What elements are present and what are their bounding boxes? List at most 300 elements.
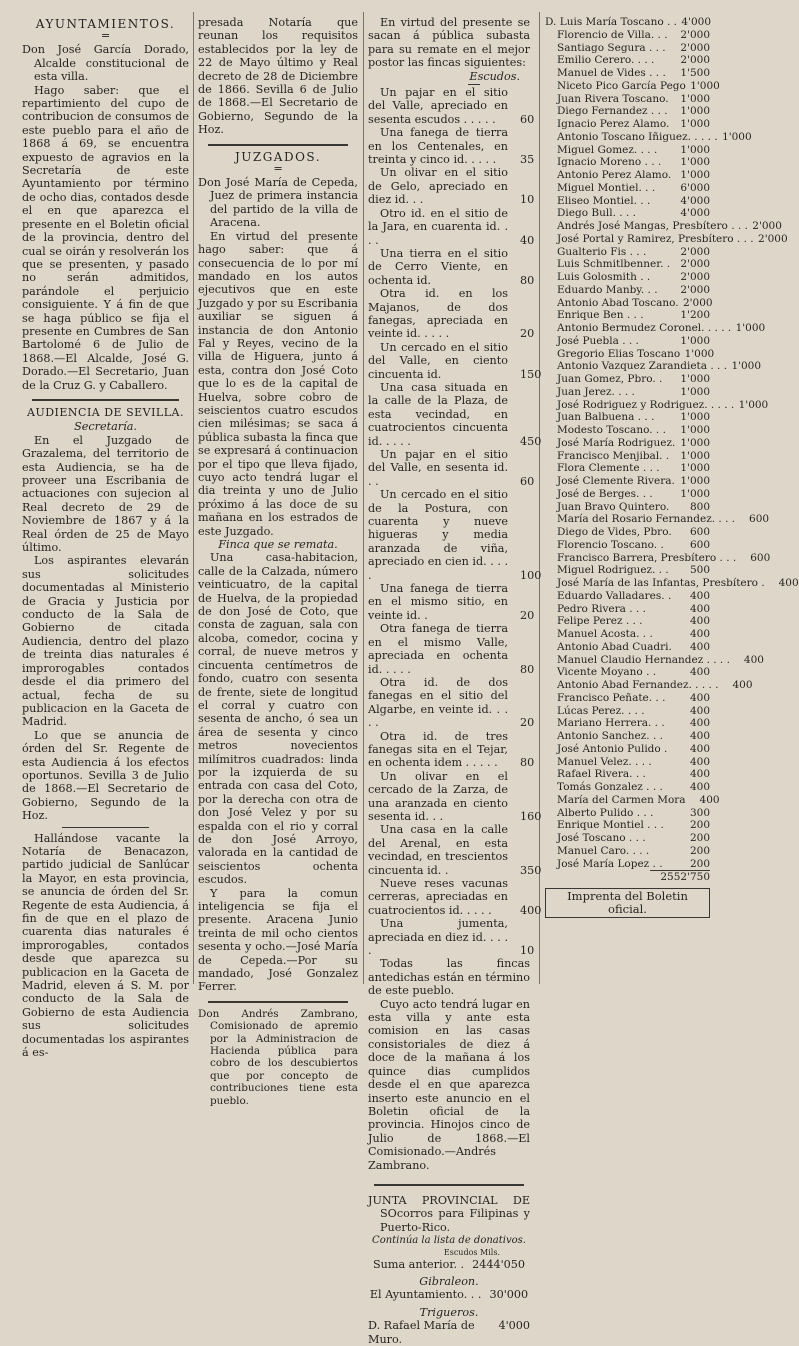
gibraleon-heading: Gibraleon. xyxy=(419,1274,479,1288)
donor-name: Juan Bravo Quintero. xyxy=(557,500,670,513)
total-value: 2552'750 xyxy=(650,870,710,884)
donor-row xyxy=(545,832,710,845)
donor-row xyxy=(545,16,710,29)
heading-dash: = xyxy=(273,162,283,176)
donor-row xyxy=(545,653,764,667)
donor-amount: 200 xyxy=(689,857,710,870)
donor-name: José Clemente Rivera. xyxy=(557,475,675,487)
lot-value: 60 xyxy=(520,112,535,126)
donor-amount: 600 xyxy=(750,551,771,564)
donor-name: Manuel Claudio Hernandez . . . . xyxy=(557,653,730,666)
donor-name: Antonio Toscano Iñiguez. . . . . xyxy=(557,130,718,143)
donor-amount: 600 xyxy=(689,538,710,551)
donor-amount: 400 xyxy=(689,628,710,640)
lot-value: 400 xyxy=(520,903,542,917)
suma-value: 2444'050 xyxy=(472,1257,526,1271)
donor-amount: 2'000 xyxy=(680,54,710,67)
column-4 xyxy=(545,16,799,1014)
finca-description: Una casa-habitacion, calle de la Calzada, número veinticuatro, de la capital de Huelva, de la propiedad de don José de Coto, que consta de zaguan, sala con alcoba, comedor, cocina y corral, de nueve metros y cincuenta centímetros de fondo, cuatro con sesenta de frente, siete de longitud el corral y cuatro con sesenta de ancho, ó sea un área de sesenta y cinco metros novecientos milímitros cuadrados: linda por la izquierda de su entrada con casa del Coto, por la derecha con otra de don José Velez y por su espalda con el rio y corral de don José Arroyo, valorada en la cantidad de seiscientos ochenta escudos. xyxy=(198,551,358,887)
donor-name: Florencio de Villa. . . xyxy=(557,28,668,41)
donor-amount: 1'000 xyxy=(680,373,710,385)
donor-name: Eliseo Montiel. . . xyxy=(557,194,651,207)
suma-anterior-row xyxy=(368,1258,530,1271)
lot-text: Otra fanega de tierra en el mismo Valle, apreciada en ochenta id. . . . . xyxy=(368,622,508,676)
audiencia-heading: AUDIENCIA DE SEVILLA. xyxy=(27,405,184,419)
separator-rule xyxy=(62,827,149,828)
rafael-value: 4'000 xyxy=(498,1319,530,1333)
lot-text: Otra id. en los Majanos, de dos fanegas, apreciada en veinte id. . . . . xyxy=(368,287,508,341)
donor-name: Juan Rivera Toscano. xyxy=(557,92,669,105)
donor-row xyxy=(545,347,715,361)
donor-row xyxy=(545,768,710,781)
lot-value: 80 xyxy=(520,273,535,287)
donor-name: Antonio Perez Alamo. xyxy=(557,169,672,181)
lot-item xyxy=(368,246,535,287)
donor-name: Antonio Sanchez. . . xyxy=(557,730,663,742)
donor-row xyxy=(545,450,710,463)
donor-amount: 1'000 xyxy=(690,79,720,92)
donor-name: Miguel Montiel. . . xyxy=(557,181,656,194)
donor-name: José Antonio Pulido . xyxy=(557,742,668,755)
lot-item xyxy=(368,287,535,341)
section-rule xyxy=(32,399,179,401)
donor-row xyxy=(545,781,710,794)
donor-amount: 400 xyxy=(689,730,710,742)
donor-row xyxy=(545,641,710,654)
hinojos-intro: En virtud del presente se sacan á pública subasta para su remate en el mejor postor las fincas siguientes: xyxy=(368,16,530,70)
lot-text: Una tierra en el sitio de Cerro Viente, en ochenta id. xyxy=(368,246,508,287)
ayuntamiento-value: 30'000 xyxy=(489,1288,529,1302)
donor-row xyxy=(545,743,710,756)
donor-row xyxy=(545,717,710,730)
donor-row xyxy=(545,156,710,169)
donor-name: Diego Fernandez . . . xyxy=(557,105,668,118)
donor-row xyxy=(545,615,710,628)
donor-amount: 1'000 xyxy=(680,169,710,181)
donor-row xyxy=(545,501,710,514)
donor-row xyxy=(545,424,710,437)
donor-row xyxy=(545,590,710,603)
lot-value: 80 xyxy=(520,662,535,676)
donor-row xyxy=(545,258,710,271)
lot-item xyxy=(368,823,542,877)
donor-row xyxy=(545,603,710,616)
donor-name: Flora Clemente . . . xyxy=(557,462,660,475)
donor-name: José Toscano . . . xyxy=(557,832,646,844)
donor-row xyxy=(545,488,710,501)
donor-row xyxy=(545,169,710,182)
suma-label: Suma anterior. . xyxy=(372,1257,465,1271)
donor-amount: 400 xyxy=(689,589,710,602)
lot-text: Un olivar en el cercado de la Zarza, de una aranzada en ciento sesenta id. . . xyxy=(368,769,508,823)
heading-dash: = xyxy=(100,29,111,43)
donor-row xyxy=(545,42,710,55)
donor-row xyxy=(545,271,710,284)
donor-row xyxy=(545,118,710,131)
donor-name: Miguel Rodriguez. . . xyxy=(557,564,669,577)
donor-name: Alberto Pulido . . . xyxy=(557,806,654,819)
donor-row xyxy=(545,475,710,488)
donor-name: Lúcas Perez. . . . xyxy=(557,704,645,717)
donor-name: José Puebla . . . xyxy=(557,334,639,347)
donor-row xyxy=(545,373,710,386)
donor-amount: 400 xyxy=(689,742,710,755)
lot-item xyxy=(368,622,535,676)
section-rule xyxy=(208,1001,348,1003)
donor-row xyxy=(545,858,710,871)
donor-row xyxy=(545,577,799,590)
lot-text: Nueve reses vacunas cerreras, apreciadas en cuatrocientos id. . . . . xyxy=(368,877,508,917)
donor-amount: 400 xyxy=(689,640,710,653)
donor-name: Vicente Moyano . . xyxy=(557,666,657,679)
label-rule xyxy=(468,84,480,85)
donor-amount: 400 xyxy=(689,691,710,704)
lot-value: 150 xyxy=(520,367,542,381)
donor-name: Antonio Vazquez Zarandieta . . . xyxy=(557,360,728,373)
donor-amount: 1'000 xyxy=(680,143,710,156)
imprenta-footer: Imprenta del Boletin oficial. xyxy=(545,888,710,918)
rafael-row xyxy=(368,1319,530,1346)
donor-name: José Rodriguez y Rodriguez. . . . . xyxy=(557,398,735,411)
donor-name: Luis Golosmith . . xyxy=(557,271,651,283)
lot-text: Una casa en la calle del Arenal, en esta vecindad, en trescientos cincuenta id. . xyxy=(368,823,508,877)
donor-name: Luis Schmitlbenner. . xyxy=(557,258,671,271)
donor-amount: 2'000 xyxy=(752,220,782,232)
donor-row xyxy=(545,207,710,220)
junta-heading: JUNTA PROVINCIAL DE SOcorros para Filipinas y Puerto-Rico. xyxy=(368,1193,530,1234)
donor-amount: 1'000 xyxy=(680,92,710,105)
donor-name: Francisco Menjibal. . xyxy=(557,449,670,462)
donor-amount: 1'000 xyxy=(680,487,710,500)
donor-name: José María Rodriguez. xyxy=(557,436,676,449)
donor-amount: 800 xyxy=(689,500,710,513)
total-row xyxy=(545,870,710,884)
column-1 xyxy=(22,16,189,1060)
donor-row xyxy=(545,526,710,539)
juzgados-heading: JUZGADOS. xyxy=(234,149,322,164)
rafael-label: D. Rafael María de Muro. xyxy=(368,1319,475,1346)
donor-amount: 400 xyxy=(689,768,710,781)
donor-name: Mariano Herrera. . . xyxy=(557,717,665,730)
donor-row xyxy=(545,437,710,450)
finca-subheading: Finca que se remata. xyxy=(218,538,338,552)
donor-row xyxy=(545,220,782,233)
donor-name: Rafael Rivera. . . xyxy=(557,768,646,781)
donor-name: Emilio Cerero. . . . xyxy=(557,54,655,67)
donor-amount: 1'000 xyxy=(722,130,752,143)
lot-text: Un cercado en el sitio del Valle, en ciento cincuenta id. xyxy=(368,340,508,381)
lot-text: Una fanega de tierra en el mismo sitio, en veinte id. . xyxy=(368,582,508,622)
donor-name: Juan Gomez, Pbro. . xyxy=(557,373,663,385)
donor-amount: 4'000 xyxy=(680,194,710,207)
donor-name: Manuel Acosta. . . xyxy=(557,628,653,640)
lot-item xyxy=(368,582,535,622)
donor-name: José Portal y Ramirez, Presbítero . . . xyxy=(557,232,754,245)
donor-amount: 400 xyxy=(699,793,720,806)
donor-name: Manuel de Vides . . . xyxy=(557,67,666,79)
donor-name: Diego Bull. . . . xyxy=(557,207,636,220)
donor-name: Tomás Gonzalez . . . xyxy=(557,781,663,793)
donor-amount: 400 xyxy=(689,781,710,793)
lot-text: Un cercado en el sitio de la Postura, con cuarenta y nueve higueras y media aranzada de viña, apreciado en cien id. . . . . xyxy=(368,488,509,582)
lots-list xyxy=(368,86,542,958)
donor-amount: 1'200 xyxy=(680,309,710,322)
donor-name: Juan Balbuena . . . xyxy=(557,411,655,424)
lot-value: 20 xyxy=(520,608,535,622)
donor-name: Antonio Abad Fernandez. . . . . xyxy=(557,679,719,691)
lot-value: 20 xyxy=(520,716,535,730)
donor-name: Francisco Peñate. . . xyxy=(557,691,666,704)
donor-row xyxy=(545,284,710,297)
donor-row xyxy=(545,130,752,144)
donor-amount: 1'000 xyxy=(738,398,769,411)
donor-amount: 1'000 xyxy=(680,449,710,462)
donor-row xyxy=(545,195,710,208)
donor-row xyxy=(545,819,710,832)
donor-row xyxy=(545,564,710,577)
lot-value: 35 xyxy=(520,153,535,167)
lot-value: 450 xyxy=(520,434,542,448)
donor-amount: 2'000 xyxy=(680,245,710,258)
subasta-notice: En virtud del presente hago saber: que á consecuencia de lo por mí mandado en los autos ejecutivos que en este Juzgado y por su Escribania auxiliar se siguen á instancia de don Antonio Fal y Reyes, vecino de la villa de Higuera, junto á esta, contra don José Coto que lo es de la capital de Huelva, sobre cobro de seiscientos cuatro escudos cien milésimas; se saca á pública subasta la finca que se expresará á continuacion por el tipo que lleva fijado, cuyo acto tendrá lugar el dia treinta y uno de Julio próximo á las doce de su mañana en los estrados de este Juzgado. xyxy=(198,229,358,538)
column-3 xyxy=(368,16,542,1346)
donor-row xyxy=(545,539,710,552)
donor-name: Pedro Rivera . . . xyxy=(557,602,646,615)
donativos-subheading: Continúa la lista de donativos. xyxy=(372,1235,526,1247)
lot-value: 60 xyxy=(520,474,535,488)
donor-row xyxy=(545,144,710,157)
lot-value: 160 xyxy=(520,809,542,823)
lot-item xyxy=(368,917,535,958)
lot-value: 10 xyxy=(520,193,535,207)
donor-amount: 1'000 xyxy=(735,322,766,334)
donor-name: Manuel Caro. . . . xyxy=(557,844,650,857)
donor-name: Niceto Pico García Pego xyxy=(557,79,686,92)
donor-name: Enrique Montiel . . . xyxy=(557,819,664,832)
donor-amount: 400 xyxy=(689,615,710,628)
trigueros-heading: Trigueros. xyxy=(419,1305,479,1319)
donor-amount: 500 xyxy=(689,564,710,577)
column-rule xyxy=(193,12,194,984)
donor-amount: 1'000 xyxy=(680,424,710,436)
lot-text: Una jumenta, apreciada en diez id. . . . . xyxy=(368,917,508,958)
donor-row xyxy=(545,628,710,641)
donor-row xyxy=(545,845,710,858)
donor-amount: 2'000 xyxy=(680,258,710,271)
donor-row xyxy=(545,54,710,67)
donor-name: María del Rosario Fernandez. . . . xyxy=(557,513,736,526)
donor-row xyxy=(545,67,710,80)
donors-list xyxy=(545,16,799,870)
donor-row xyxy=(545,182,710,195)
section-rule xyxy=(374,1184,524,1186)
donor-name: Juan Jerez. . . . xyxy=(557,385,635,398)
lot-item xyxy=(368,729,535,770)
donor-name: Eduardo Valladares. . xyxy=(557,589,672,602)
donor-name: Miguel Gomez. . . . xyxy=(557,143,658,156)
donor-amount: 600 xyxy=(689,526,710,538)
donor-amount: 1'000 xyxy=(680,334,710,347)
donor-name: Manuel Velez. . . . xyxy=(557,755,652,768)
alcalde-title: Don José García Dorado, Alcalde constitucional de esta villa. xyxy=(22,43,189,84)
aracena-closing: Y para la comun inteligencia se fija el presente. Aracena Junio treinta de mil ocho cientos sesenta y ocho.—José María de Cepeda.—Por su mandado, José Gonzalez Ferrer. xyxy=(198,886,358,994)
donor-amount: 300 xyxy=(689,806,710,819)
donor-row xyxy=(545,705,710,718)
donor-amount: 400 xyxy=(689,704,710,717)
donor-name: Antonio Abad Toscano. xyxy=(557,296,679,309)
donor-row xyxy=(545,232,788,246)
donor-amount: 400 xyxy=(689,602,710,615)
donor-amount: 400 xyxy=(743,653,764,666)
donor-amount: 1'000 xyxy=(680,105,710,118)
donor-row xyxy=(545,807,710,820)
donor-name: Felipe Perez . . . xyxy=(557,615,643,628)
donor-row xyxy=(545,335,710,348)
donor-amount: 6'000 xyxy=(680,181,710,194)
lot-text: Un pajar en el sitio del Valle, apreciado en sesenta escudos . . . . . xyxy=(368,86,508,126)
donor-name: D. Luis María Toscano . . xyxy=(545,16,677,28)
donor-name: Gregorio Elias Toscano xyxy=(557,347,681,360)
donor-name: Modesto Toscano. . . xyxy=(557,424,666,436)
donor-amount: 200 xyxy=(689,832,710,844)
donor-row xyxy=(545,105,710,118)
donor-name: Ignacio Moreno . . . xyxy=(557,156,662,169)
donor-amount: 1'000 xyxy=(684,347,715,360)
notaria-continuation: presada Notaría que reunan los requisitos establecidos por la ley de 22 de Mayo último y Real decreto de 28 de Diciembre de 1866. Sevilla 6 de Julio de 1868.—El Secretario de Gobierno, Segundo de la Hoz. xyxy=(198,16,358,137)
ayuntamiento-label: El Ayuntamiento. . . xyxy=(369,1288,482,1302)
lot-item xyxy=(368,448,535,488)
donor-name: María del Carmen Mora xyxy=(557,793,686,806)
donor-amount: 400 xyxy=(689,666,710,679)
lot-item xyxy=(368,206,535,247)
escudos-label: Escudos. xyxy=(469,69,520,83)
ayuntamiento-row xyxy=(368,1288,530,1301)
donor-row xyxy=(545,79,720,93)
donor-name: José María de las Infantas, Presbítero . xyxy=(557,577,765,589)
lot-text: Un olivar en el sitio de Gelo, apreciado en diez id. . . xyxy=(368,166,508,207)
donor-row xyxy=(545,679,753,692)
lot-text: Otro id. en el sitio de la Jara, en cuarenta id. . . . xyxy=(368,206,508,247)
lot-item xyxy=(368,380,542,448)
secretaria-subheading: Secretaría. xyxy=(74,420,137,434)
lot-item xyxy=(368,769,542,824)
regente-paragraph: Lo que se anuncia de órden del Sr. Regente de esta Audiencia á los efectos oportunos. Sevilla 3 de Julio de 1868.—El Secretario de Gobierno, Segundo de la Hoz. xyxy=(22,728,189,823)
escribania-notice: En el Juzgado de Grazalema, del territorio de esta Audiencia, se ha de proveer una Escribania de actuaciones con sujecion al Real decreto de 29 de Noviembre de 1867 y á la Real órden de 25 de Mayo último. xyxy=(22,433,189,555)
juez-title: Don José María de Cepeda, Juez de primera instancia del partido de la villa de Aracena. xyxy=(198,176,358,230)
donor-name: Eduardo Manby. . . xyxy=(557,283,658,296)
donor-row xyxy=(545,296,713,310)
donor-amount: 2'000 xyxy=(680,28,710,41)
donor-row xyxy=(545,246,710,259)
donor-name: Antonio Abad Cuadri. xyxy=(557,640,672,653)
donor-amount: 1'000 xyxy=(680,385,710,398)
lot-value: 10 xyxy=(520,944,535,958)
donor-name: Gualterio Fis . . . xyxy=(557,245,647,258)
donor-row xyxy=(545,309,710,322)
donor-name: Ignacio Perez Alamo. xyxy=(557,118,670,130)
donor-row xyxy=(545,551,771,565)
section-rule xyxy=(208,144,348,146)
donor-name: Enrique Ben . . . xyxy=(557,309,644,322)
lot-text: Un pajar en el sitio del Valle, en sesenta id. . . xyxy=(368,448,508,488)
donor-row xyxy=(545,756,710,769)
notaria-notice: Hallándose vacante la Notaría de Benacazon, partido judicial de Sanlúcar la Mayor, en esta provincia, se anuncia de órden del Sr. Regente de esta Audiencia, á fin de que en el plazo de cuarenta dias naturales é improrogables, contados desde que aparezca su publicacion en la Gaceta de Madrid, eleven á S. M. por conducto de la Sala de Gobierno de esta Audiencia sus solicitudes documentadas los aspirantes á es- xyxy=(22,831,189,1060)
donor-amount: 200 xyxy=(689,819,710,832)
donor-amount: 2'000 xyxy=(758,232,788,245)
lot-item xyxy=(368,488,542,582)
lot-item xyxy=(368,340,542,381)
escudos-mils-label: Escudos Mils. xyxy=(443,1247,500,1257)
lot-value: 100 xyxy=(520,568,542,582)
donor-name: Diego de Vides, Pbro. xyxy=(557,526,672,538)
donor-row xyxy=(545,322,766,335)
donor-amount: 1'000 xyxy=(680,411,710,424)
donor-row xyxy=(545,386,710,399)
donor-name: José María Lopez . . xyxy=(557,857,663,870)
donor-row xyxy=(545,793,720,807)
donor-amount: 1'000 xyxy=(680,118,710,130)
lot-item xyxy=(368,166,535,207)
lot-value: 350 xyxy=(520,863,542,877)
column-rule xyxy=(539,12,540,984)
donor-row xyxy=(545,462,710,475)
aspirantes-paragraph: Los aspirantes elevarán sus solicitudes documentadas al Ministerio de Gracia y Justicia por conducto de la Sala de Gobierno de citada Audiencia, dentro del plazo de treinta dias naturales é improrogables contados desde el dia primero del actual, fecha de su publicacion en la Gaceta de Madrid. xyxy=(22,554,189,729)
donor-amount: 4'000 xyxy=(681,16,711,28)
donor-name: Antonio Bermudez Coronel. . . . . xyxy=(557,322,732,334)
donor-row xyxy=(545,360,762,373)
zambrano-notice: Don Andrés Zambrano, Comisionado de apremio por la Administracion de Hacienda pública para cobro de los descubiertos que por concepto de contribuciones tiene esta pueblo. xyxy=(198,1007,358,1107)
lot-item xyxy=(368,86,535,126)
donor-name: Santiago Segura . . . xyxy=(557,41,666,54)
donor-amount: 400 xyxy=(689,717,710,730)
lot-value: 20 xyxy=(520,327,535,341)
consumos-notice: Hago saber: que el repartimiento del cupo de contribucion de consumos de este pueblo para el año de 1868 á 69, se encuentra expuesto de agravios en la Secretaría de este Ayuntamiento por término de ocho dias, contados desde el en que aparezca el presente en el Boletin oficial de la provincia, dentro del cual se oirán y resolverán los que se presenten, y pasado no serán admitidos, parándole el perjuicio consiguiente. Y á fin de que se haga público se fija el presente en Cumbres de San Bartolomé 6 de Julio de 1868.—El Alcalde, José G. Dorado.—El Secretario, Juan de la Cruz G. y Caballero. xyxy=(22,83,189,392)
lot-text: Otra id. de tres fanegas sita en el Tejar, en ochenta idem . . . . . xyxy=(368,729,508,770)
donor-row xyxy=(545,730,710,743)
donor-row xyxy=(545,692,710,705)
donor-name: Florencio Toscano. . xyxy=(557,538,664,551)
donor-amount: 1'000 xyxy=(680,436,710,449)
donor-row xyxy=(545,398,769,412)
donor-amount: 1'500 xyxy=(680,67,710,79)
donor-name: Francisco Barrera, Presbítero . . . xyxy=(557,551,737,564)
donor-amount: 2'000 xyxy=(682,296,713,309)
donor-row xyxy=(545,93,710,106)
donor-row xyxy=(545,666,710,679)
fincas-termino: Todas las fincas antedichas están en término de este pueblo. xyxy=(368,957,530,998)
donor-amount: 1'000 xyxy=(680,156,710,169)
donor-amount: 2'000 xyxy=(680,283,710,296)
column-rule xyxy=(363,12,364,984)
lot-item xyxy=(368,675,535,730)
donor-amount: 600 xyxy=(749,513,770,526)
donor-name: José de Berges. . . xyxy=(557,487,653,500)
donor-amount: 2'000 xyxy=(680,271,710,283)
donor-row xyxy=(545,29,710,42)
donor-row xyxy=(545,411,710,424)
donor-amount: 400 xyxy=(689,755,710,768)
hinojos-closing: Cuyo acto tendrá lugar en esta villa y ante esta comision en las casas consistoriales de diez á doce de la mañana á los quince dias cumplidos desde el en que aparezca inserto este anuncio en el Boletin oficial de la provincia. Hinojos cinco de Julio de 1868.—El Comisionado.—Andrés Zambrano. xyxy=(368,997,530,1172)
donor-amount: 1'000 xyxy=(680,475,710,487)
donor-amount: 400 xyxy=(778,577,799,589)
donor-amount: 1'000 xyxy=(680,462,710,475)
column-2 xyxy=(198,16,358,1107)
donor-amount: 4'000 xyxy=(680,207,710,220)
donor-amount: 2'000 xyxy=(680,41,710,54)
ayuntamientos-heading: AYUNTAMIENTOS. xyxy=(35,17,176,31)
donor-amount: 200 xyxy=(689,844,710,857)
lot-item xyxy=(368,877,542,917)
